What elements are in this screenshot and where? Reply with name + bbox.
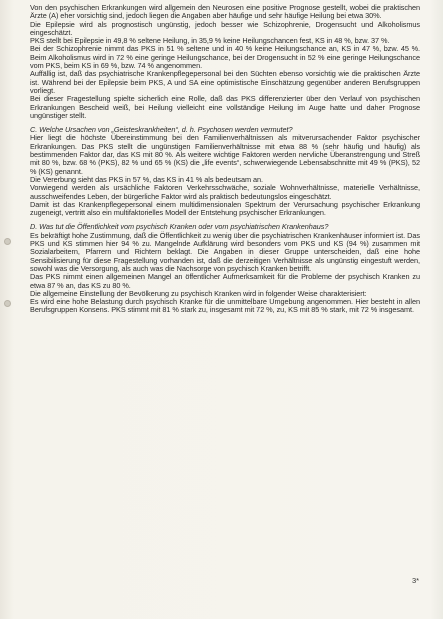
paragraph: Bei der Schizophrenie nimmt das PKS in 51 % seltene und in 40 % keine Heilungschance an, KS in 47 %, bzw. 45 %. Beim Alkoholismus wird in 72 % eine geringe Heilungschance, bei der Drogensucht in 52 % eine geringe Heilungschance vom PKS, beim KS in 69 %, bzw. 74 % angenommen.: [30, 44, 420, 71]
section-d-heading: D. Was tut die Öffentlichkeit vom psychisch Kranken oder vom psychiatrischen Krankenhaus?: [30, 222, 329, 232]
paragraph: Die allgemeine Einstellung der Bevölkerung zu psychisch Kranken wird in folgender Weise charakterisiert:: [30, 288, 367, 298]
paragraph: Vorwiegend werden als ursächliche Faktoren Verkehrsschwäche, soziale Wohnverhältnisse, materielle Verhältnisse, ausschweifendes Leben, der bürgerliche Faktor wird als praktisch bedeutungslos eingeschätzt.: [30, 183, 420, 201]
section-c-heading: C. Welche Ursachen von „Geisteskrankheiten“, d. h. Psychosen werden vermutet?: [30, 125, 293, 135]
paragraph: Auffällig ist, daß das psychiatrische Krankenpflegepersonal bei den Süchten ebenso vorsichtig wie die praktischen Ärzte ist. Während bei der Epilepsie beim PKS, A und SA eine optimistische Einschätzung gegenüber anderen Berufsgruppen vorliegt.: [30, 69, 420, 95]
paragraph: Damit ist das Krankenpflegepersonal einem multidimensionalen Spektrum der Verursachung psychischer Erkrankung zugeneigt, vertritt also ein multifaktorielles Modell der Entstehung psychischer Erkrankungen.: [30, 199, 420, 218]
paragraph: Die Epilepsie wird als prognostisch ungünstig, jedoch besser wie Schizophrenie, Drogensucht und Alkoholismus eingeschätzt.: [30, 19, 420, 37]
punch-hole: [4, 300, 11, 307]
document-body: [30, 4, 420, 315]
punch-hole: [4, 238, 11, 245]
paragraph: Von den psychischen Erkrankungen wird allgemein den Neurosen eine positive Prognose gestellt, wobei die praktischen Ärzte (A) eher vorsichtig sind, jedoch liegen die Angaben aber häufige und sehr häufige Heilung bei etwa 30%.: [30, 3, 420, 21]
paragraph: Es bekräftigt hohe Zustimmung, daß die Öffentlichkeit zu wenig über die psychiatrischen Krankenhäuser informiert ist. Das PKS und KS stimmen hier 94 % zu. Mangelnde Aufklärung wird besonders vom PKS und KS (94 %) zusammen mit Sozialarbeitern, Pfarrern und Richtern beklagt. Die Angaben in dieser Gruppe unterscheiden, daß eine hohe Sensibilisierung für diese Fragestellung vorhanden ist, daß die derzeitigen Verhältnisse als ungünstig eingestuft werden, sowohl was die Versorgung, als auch was die Nachsorge von psychisch Kranken betrifft.: [30, 230, 420, 273]
paragraph: Das PKS nimmt einen allgemeinen Mangel an öffentlicher Aufmerksamkeit für die Probleme der psychisch Kranken zu etwa 87 % an, das KS zu 80 %.: [30, 272, 420, 290]
paragraph: Bei dieser Fragestellung spielte sicherlich eine Rolle, daß das PKS differenzierter über den Verlauf von psychischen Erkrankungen Bescheid weiß, bei Heilung vielleicht eine vollständige Heilung im Auge hatte und daher Prognose ungünstiger stellt.: [30, 94, 420, 120]
paragraph: Die Vererbung sieht das PKS in 57 %, das KS in 41 % als bedeutsam an.: [30, 174, 264, 184]
page-number: 3*: [412, 576, 420, 585]
paragraph: Hier liegt die höchste Übereinstimmung bei den Familienverhältnissen als mitverursachender Faktor psychischer Erkrankungen. Das PKS stellt die ungünstigen Familienverhältnisse mit etwa 88 % (sehr häufig und häufig) als bestimmenden Faktor dar, das KS mit 80 %. Als weitere wichtige Faktoren werden nervliche Überanstrengung und Streß mit 80 %, bzw. 68 % (PKS), 82 % und 65 % (KS) die „life events“, schwerwiegende Lebensabschnitte mit 49 % (PKS), 52 % (KS) genannt.: [30, 133, 420, 176]
paragraph: PKS stellt bei Epilepsie in 49,8 % seltene Heilung, in 35,9 % keine Heilungschancen fest, KS in 48 %, bzw. 37 %.: [30, 36, 390, 46]
paragraph: Es wird eine hohe Belastung durch psychisch Kranke für die unmittelbare Umgebung angenommen. Hier besteht in allen Berufsgruppen Konsens. PKS stimmt mit 81 % stark zu, insgesamt mit 72 %, zu, KS mit 85 % stark, mit 72 % insgesamt.: [30, 297, 420, 315]
